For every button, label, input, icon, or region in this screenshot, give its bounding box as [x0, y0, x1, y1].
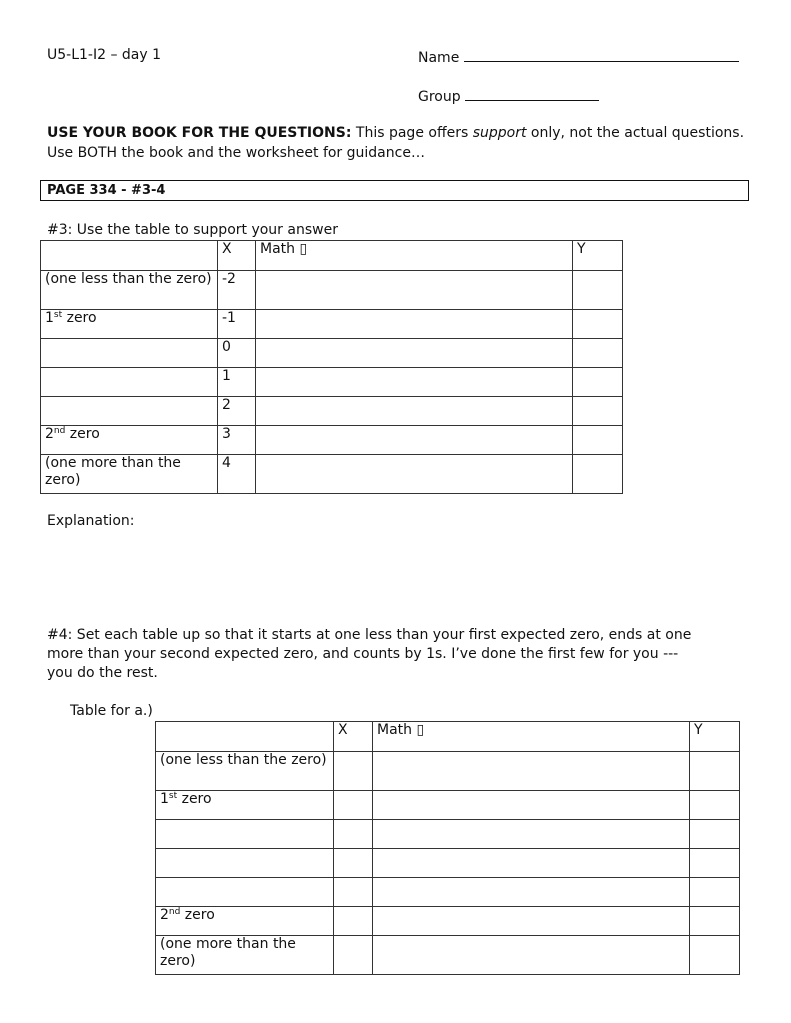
- table-row: [41, 426, 623, 455]
- q3-header-math: Math ▯: [256, 241, 573, 271]
- q4-y-cell[interactable]: [690, 878, 740, 907]
- q3-header-y: Y: [573, 241, 623, 271]
- ordinal-number: 1: [160, 791, 169, 807]
- q4-row-label: (one less than the zero): [156, 752, 334, 791]
- group-label: Group: [418, 89, 461, 105]
- q3-x-cell: -1: [218, 310, 256, 339]
- q3-row-label: [41, 368, 218, 397]
- q4-y-cell[interactable]: [690, 849, 740, 878]
- ordinal-suffix: nd: [53, 426, 66, 436]
- q4-header-y: Y: [690, 722, 740, 752]
- table-row: [156, 849, 740, 878]
- q4-table-caption: Table for a.): [70, 703, 153, 719]
- instructions-text-a: This page offers: [351, 125, 473, 141]
- q3-header-row: [41, 241, 623, 271]
- name-label: Name: [418, 50, 460, 66]
- q4-x-cell[interactable]: [334, 820, 373, 849]
- q4-math-cell[interactable]: [373, 791, 690, 820]
- table-row: [156, 907, 740, 936]
- table-row: [156, 791, 740, 820]
- instructions-line-2: Use BOTH the book and the worksheet for guidance…: [47, 145, 425, 161]
- q3-y-cell[interactable]: [573, 310, 623, 339]
- instructions-bold: USE YOUR BOOK FOR THE QUESTIONS:: [47, 125, 352, 141]
- q4-math-cell[interactable]: [373, 752, 690, 791]
- table-row: [41, 339, 623, 368]
- q4-row-label: [156, 907, 334, 936]
- ordinal-suffix: st: [53, 310, 63, 320]
- instructions-text-b: only, not the actual questions.: [526, 125, 745, 141]
- q4-y-cell[interactable]: [690, 752, 740, 791]
- q4-table: [155, 721, 740, 975]
- q3-row-label: (one less than the zero): [41, 271, 218, 310]
- q3-x-cell: 2: [218, 397, 256, 426]
- ordinal-number: 2: [45, 426, 54, 442]
- q4-row-label: [156, 791, 334, 820]
- q3-math-cell[interactable]: [256, 339, 573, 368]
- q4-header-math: Math ▯: [373, 722, 690, 752]
- q3-header-x: X: [218, 241, 256, 271]
- q4-math-cell[interactable]: [373, 849, 690, 878]
- q3-y-cell[interactable]: [573, 339, 623, 368]
- q3-math-cell[interactable]: [256, 426, 573, 455]
- q3-x-cell: 0: [218, 339, 256, 368]
- q3-math-cell[interactable]: [256, 368, 573, 397]
- q3-math-cell[interactable]: [256, 310, 573, 339]
- q4-header-row: [156, 722, 740, 752]
- q4-y-cell[interactable]: [690, 907, 740, 936]
- q3-row-label: [41, 310, 218, 339]
- table-row: [156, 820, 740, 849]
- q4-prompt-line-3: you do the rest.: [47, 665, 158, 681]
- name-blank-line[interactable]: [464, 47, 739, 62]
- instructions: [47, 123, 767, 163]
- q4-math-cell[interactable]: [373, 907, 690, 936]
- instructions-emphasis: support: [472, 125, 527, 141]
- q3-header-blank: [41, 241, 218, 271]
- ordinal-text: zero: [62, 310, 97, 326]
- worksheet-code: U5-L1-I2 – day 1: [47, 47, 162, 63]
- q3-table: [40, 240, 623, 494]
- q3-row-label: (one more than the zero): [41, 455, 218, 494]
- ordinal-text: zero: [65, 426, 100, 442]
- q4-x-cell[interactable]: [334, 936, 373, 975]
- q4-header-blank: [156, 722, 334, 752]
- q4-row-label: [156, 878, 334, 907]
- q4-row-label: (one more than the zero): [156, 936, 334, 975]
- table-row: [41, 368, 623, 397]
- q3-x-cell: 4: [218, 455, 256, 494]
- q3-y-cell[interactable]: [573, 426, 623, 455]
- q3-x-cell: 3: [218, 426, 256, 455]
- table-row: [156, 878, 740, 907]
- q4-prompt-line-2: more than your second expected zero, and counts by 1s. I’ve done the first few for you ---: [47, 646, 679, 662]
- table-row: [41, 455, 623, 494]
- q3-prompt: #3: Use the table to support your answer: [47, 222, 338, 238]
- name-field[interactable]: [418, 47, 739, 66]
- q4-y-cell[interactable]: [690, 936, 740, 975]
- q3-row-label: [41, 397, 218, 426]
- explanation-area[interactable]: [47, 535, 747, 620]
- q4-row-label: [156, 820, 334, 849]
- group-field[interactable]: [418, 86, 599, 105]
- q4-x-cell[interactable]: [334, 907, 373, 936]
- ordinal-text: zero: [180, 907, 215, 923]
- q4-y-cell[interactable]: [690, 791, 740, 820]
- q3-x-cell: 1: [218, 368, 256, 397]
- q4-math-cell[interactable]: [373, 878, 690, 907]
- q4-x-cell[interactable]: [334, 752, 373, 791]
- ordinal-suffix: nd: [168, 907, 181, 917]
- ordinal-text: zero: [177, 791, 212, 807]
- ordinal-number: 2: [160, 907, 169, 923]
- group-blank-line[interactable]: [465, 86, 599, 101]
- q4-math-cell[interactable]: [373, 936, 690, 975]
- q3-math-cell[interactable]: [256, 455, 573, 494]
- q4-math-cell[interactable]: [373, 820, 690, 849]
- table-row: [156, 936, 740, 975]
- q4-prompt-line-1: #4: Set each table up so that it starts at one less than your first expected zero, ends at one: [47, 627, 692, 643]
- q3-y-cell[interactable]: [573, 271, 623, 310]
- table-row: [41, 397, 623, 426]
- q3-math-cell[interactable]: [256, 271, 573, 310]
- q3-y-cell[interactable]: [573, 368, 623, 397]
- q3-row-label: [41, 426, 218, 455]
- q4-prompt: [47, 626, 777, 683]
- q3-y-cell[interactable]: [573, 455, 623, 494]
- q4-x-cell[interactable]: [334, 791, 373, 820]
- page-banner: PAGE 334 - #3-4: [40, 180, 749, 201]
- instructions-line-1: [47, 123, 767, 143]
- ordinal-suffix: st: [168, 791, 178, 801]
- explanation-label: Explanation:: [47, 513, 135, 529]
- q4-y-cell[interactable]: [690, 820, 740, 849]
- q4-x-cell[interactable]: [334, 849, 373, 878]
- q3-x-cell: -2: [218, 271, 256, 310]
- q4-header-x: X: [334, 722, 373, 752]
- table-row: [156, 752, 740, 791]
- q4-row-label: [156, 849, 334, 878]
- q3-row-label: [41, 339, 218, 368]
- table-row: [41, 310, 623, 339]
- table-row: [41, 271, 623, 310]
- ordinal-number: 1: [45, 310, 54, 326]
- q4-x-cell[interactable]: [334, 878, 373, 907]
- q3-math-cell[interactable]: [256, 397, 573, 426]
- q3-y-cell[interactable]: [573, 397, 623, 426]
